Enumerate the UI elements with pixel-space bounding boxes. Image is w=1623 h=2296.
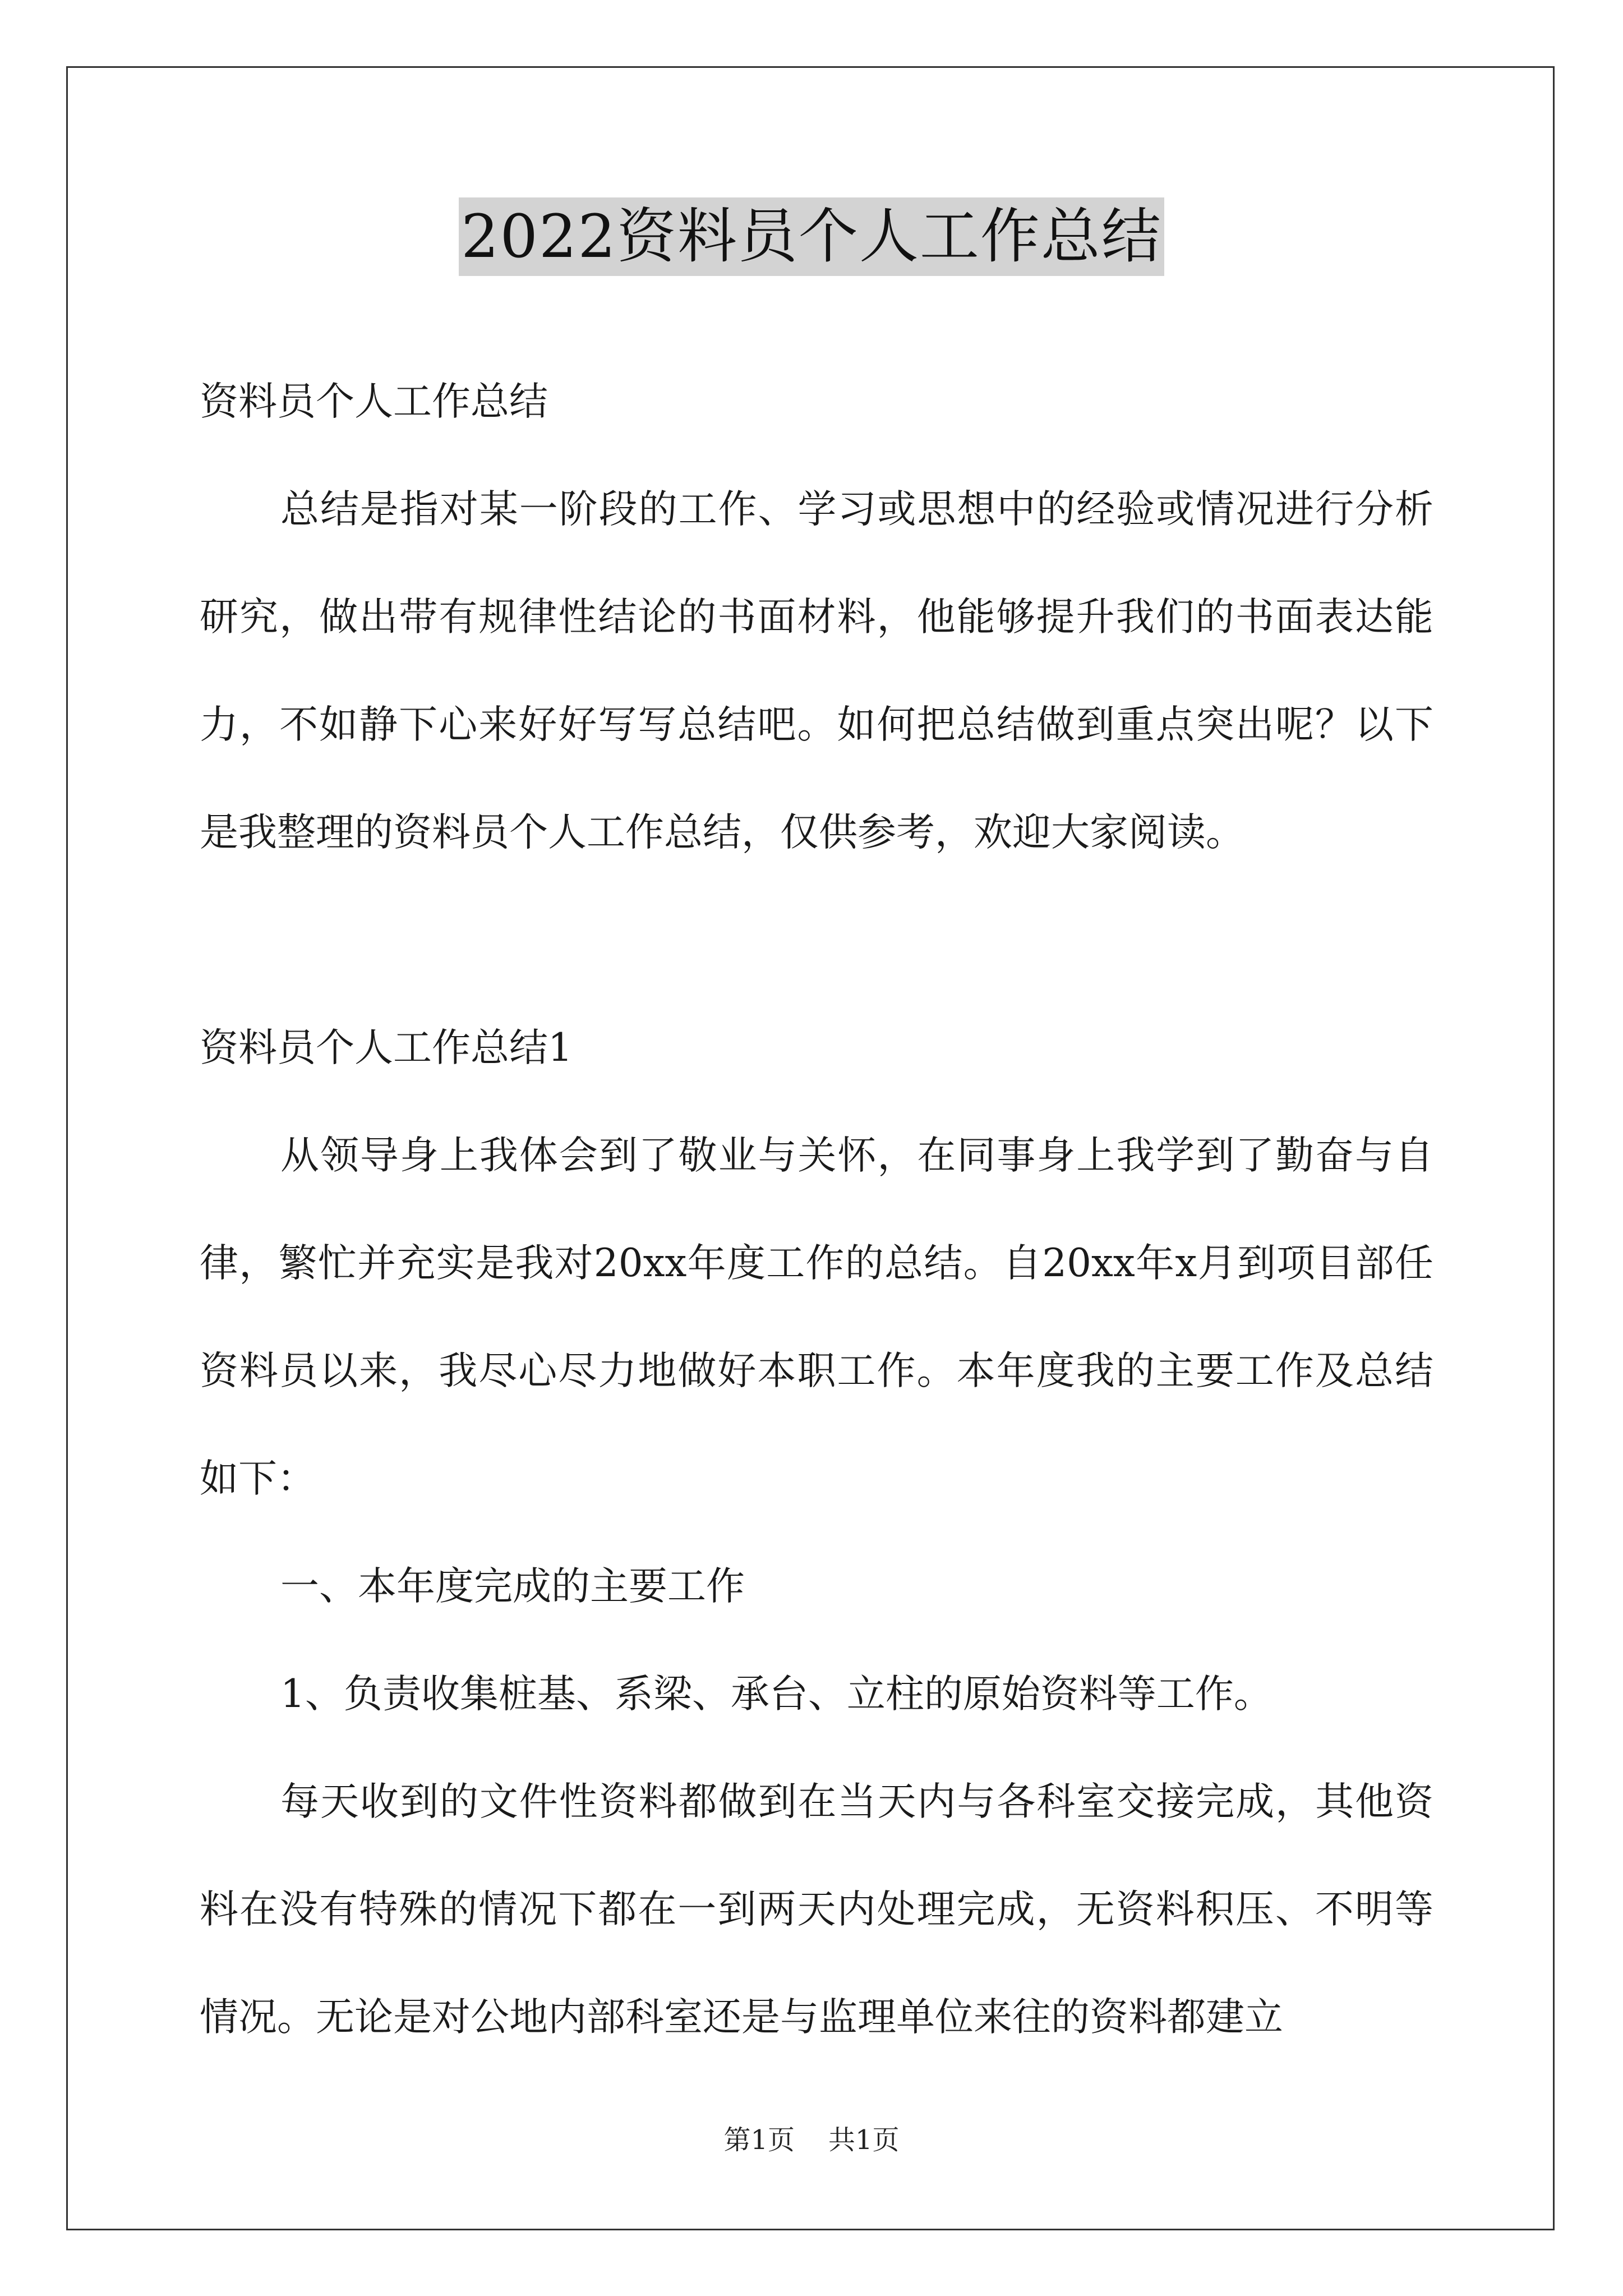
document-title: 2022资料员个人工作总结 — [459, 197, 1164, 276]
page-number: 第1页 — [723, 2124, 795, 2156]
subsection-heading: 一、本年度完成的主要工作 — [280, 1564, 745, 1609]
paragraph-gap — [200, 886, 1433, 994]
paragraph-body: 每天收到的文件性资料都做到在当天内与各科室交接完成，其他资料在没有特殊的情况下都在一到两天内处理完成，无资料积压、不明等情况。无论是对公地内部科室还是与监理单位来往的资料都建立 — [200, 1779, 1433, 2040]
paragraph-subtitle: 资料员个人工作总结 — [200, 379, 548, 424]
page-footer — [0, 2123, 1623, 2157]
paragraph-body: 从领导身上我体会到了敬业与关怀，在同事身上我学到了勤奋与自律，繁忙并充实是我对20xx年度工作的总结。自20xx年x月到项目部任资料员以来，我尽心尽力地做好本职工作。本年度我的主要工作及总结如下： — [200, 1133, 1433, 1501]
list-item: 1、负责收集桩基、系梁、承台、立柱的原始资料等工作。 — [280, 1672, 1272, 1717]
title-container — [0, 197, 1623, 276]
section-heading: 资料员个人工作总结1 — [200, 1025, 573, 1070]
paragraph-intro: 总结是指对某一阶段的工作、学习或思想中的经验或情况进行分析研究，做出带有规律性结论的书面材料，他能够提升我们的书面表达能力，不如静下心来好好写写总结吧。如何把总结做到重点突出呢？以下是我整理的资料员个人工作总结，仅供参考，欢迎大家阅读。 — [200, 487, 1433, 855]
page-total: 共1页 — [828, 2124, 900, 2156]
document-body — [200, 348, 1433, 2071]
